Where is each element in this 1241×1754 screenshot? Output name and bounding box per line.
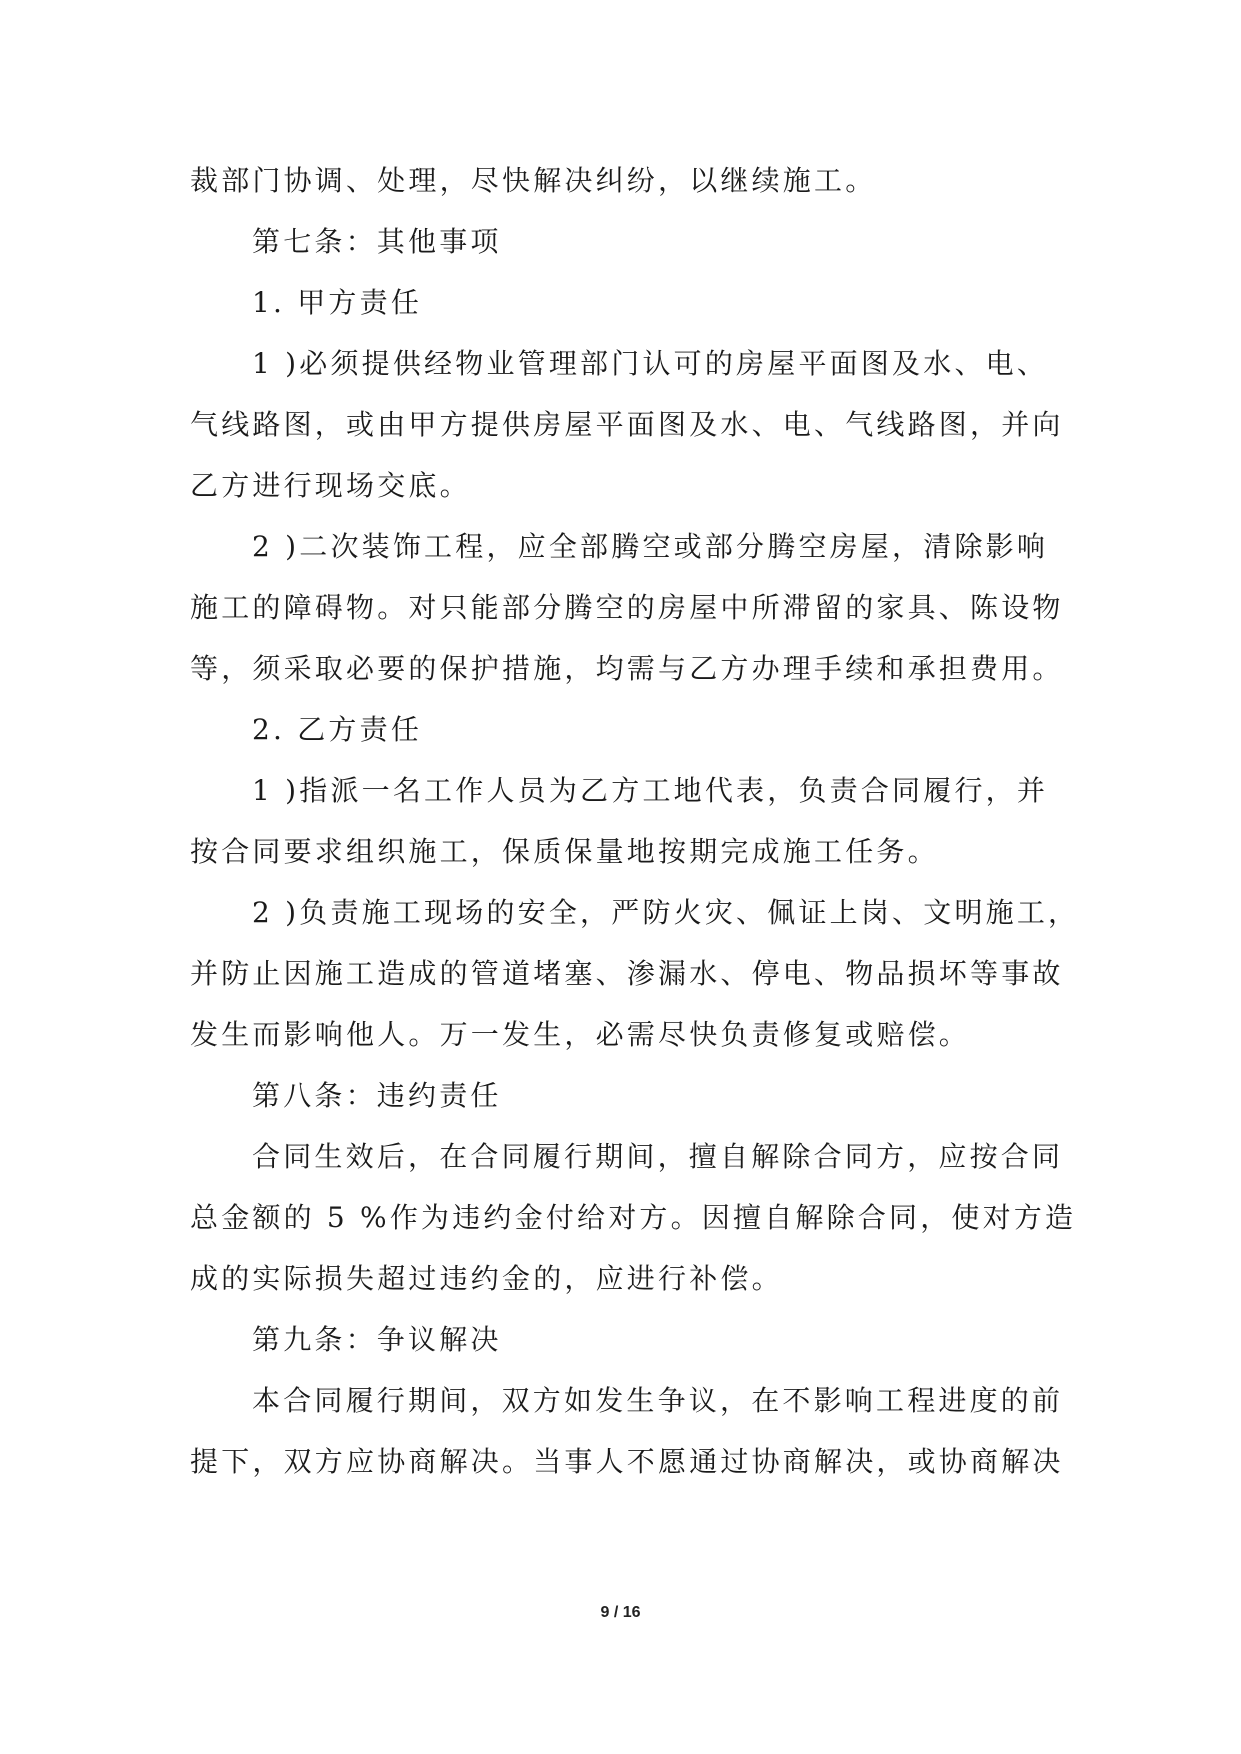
text-line: 成的实际损失超过违约金的，应进行补偿。 bbox=[190, 1262, 783, 1295]
body-text bbox=[190, 150, 1080, 1492]
page-number: 9 / 16 bbox=[600, 1604, 641, 1621]
text-line: 1 )指派一名工作人员为乙方工地代表，负责合同履行，并 bbox=[252, 774, 1049, 807]
text-line: 总金额的 5 %作为违约金付给对方。因擅自解除合同，使对方造 bbox=[190, 1201, 1077, 1234]
subsection-heading: 2. 乙方责任 bbox=[252, 713, 423, 746]
text-line: 合同生效后，在合同履行期间，擅自解除合同方，应按合同 bbox=[252, 1140, 1064, 1173]
section-heading: 第八条：违约责任 bbox=[252, 1079, 502, 1112]
text-line: 按合同要求组织施工，保质保量地按期完成施工任务。 bbox=[190, 835, 939, 868]
text-line: 裁部门协调、处理，尽快解决纠纷，以继续施工。 bbox=[190, 164, 877, 197]
text-line: 1 )必须提供经物业管理部门认可的房屋平面图及水、电、 bbox=[252, 347, 1049, 380]
text-line: 提下，双方应协商解决。当事人不愿通过协商解决，或协商解决 bbox=[190, 1445, 1064, 1478]
text-line: 并防止因施工造成的管道堵塞、渗漏水、停电、物品损坏等事故 bbox=[190, 957, 1064, 990]
text-line: 等，须采取必要的保护措施，均需与乙方办理手续和承担费用。 bbox=[190, 652, 1064, 685]
text-line: 施工的障碍物。对只能部分腾空的房屋中所滞留的家具、陈设物 bbox=[190, 591, 1064, 624]
section-heading: 第七条：其他事项 bbox=[252, 225, 502, 258]
text-line: 气线路图，或由甲方提供房屋平面图及水、电、气线路图，并向 bbox=[190, 408, 1064, 441]
text-line: 乙方进行现场交底。 bbox=[190, 469, 471, 502]
text-line: 2 )负责施工现场的安全，严防火灾、佩证上岗、文明施工， bbox=[252, 896, 1080, 929]
text-line: 本合同履行期间，双方如发生争议，在不影响工程进度的前 bbox=[252, 1384, 1064, 1417]
subsection-heading: 1. 甲方责任 bbox=[252, 286, 423, 319]
section-heading: 第九条：争议解决 bbox=[252, 1323, 502, 1356]
text-line: 发生而影响他人。万一发生，必需尽快负责修复或赔偿。 bbox=[190, 1018, 971, 1051]
text-line: 2 )二次装饰工程，应全部腾空或部分腾空房屋，清除影响 bbox=[252, 530, 1049, 563]
